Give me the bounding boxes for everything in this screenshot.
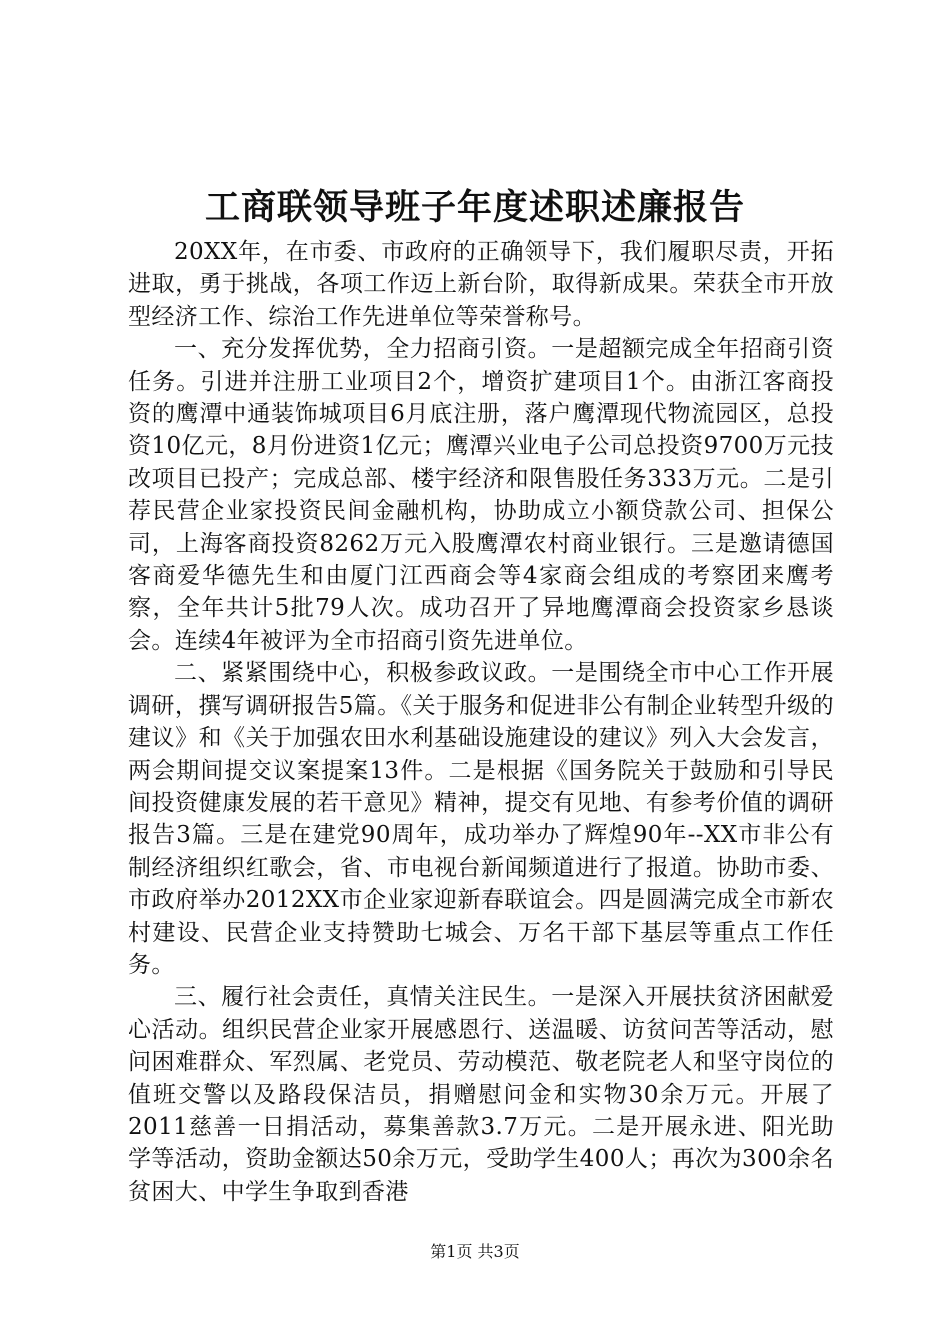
page-footer: 第1页 共3页 bbox=[430, 1242, 520, 1261]
document-body bbox=[128, 236, 834, 1208]
paragraph-politics: 二、紧紧围绕中心，积极参政议政。一是围绕全市中心工作开展调研，撰写调研报告5篇。《关于服务和促进非公有制企业转型升级的建议》和《关于加强农田水利基础设施建设的建议》列入大会发言，两会期间提交议案提案13件。二是根据《国务院关于鼓励和引导民间投资健康发展的若干意见》精神，提交有见地、有参考价值的调研报告3篇。三是在建党90周年，成功举办了辉煌90年--XX市非公有制经济组织红歌会，省、市电视台新闻频道进行了报道。协助市委、市政府举办2012XX市企业家迎新春联谊会。四是圆满完成全市新农村建设、民营企业支持赞助七城会、万名干部下基层等重点工作任务。 bbox=[128, 660, 834, 978]
paragraph-intro: 20XX年，在市委、市政府的正确领导下，我们履职尽责，开拓进取，勇于挑战，各项工作迈上新台阶，取得新成果。荣获全市开放型经济工作、综治工作先进单位等荣誉称号。 bbox=[128, 239, 834, 330]
paragraph-investment: 一、充分发挥优势，全力招商引资。一是超额完成全年招商引资任务。引进并注册工业项目2个，增资扩建项目1个。由浙江客商投资的鹰潭中通装饰城项目6月底注册，落户鹰潭现代物流园区，总投资10亿元，8月份进资1亿元；鹰潭兴业电子公司总投资9700万元技改项目已投产；完成总部、楼宇经济和限售股任务333万元。二是引荐民营企业家投资民间金融机构，协助成立小额贷款公司、担保公司，上海客商投资8262万元入股鹰潭农村商业银行。三是邀请德国客商爱华德先生和由厦门江西商会等4家商会组成的考察团来鹰考察，全年共计5批79人次。成功召开了异地鹰潭商会投资家乡恳谈会。连续4年被评为全市招商引资先进单位。 bbox=[128, 336, 834, 654]
document-title: 工商联领导班子年度述职述廉报告 bbox=[204, 187, 745, 228]
paragraph-social-responsibility: 三、履行社会责任，真情关注民生。一是深入开展扶贫济困献爱心活动。组织民营企业家开展感恩行、送温暖、访贫问苦等活动，慰问困难群众、军烈属、老党员、劳动模范、敬老院老人和坚守岗位的值班交警以及路段保洁员，捐赠慰问金和实物30余万元。开展了2011慈善一日捐活动，募集善款3.7万元。二是开展永进、阳光助学等活动，资助金额达50余万元，受助学生400人；再次为300余名贫困大、中学生争取到香港 bbox=[128, 984, 834, 1205]
